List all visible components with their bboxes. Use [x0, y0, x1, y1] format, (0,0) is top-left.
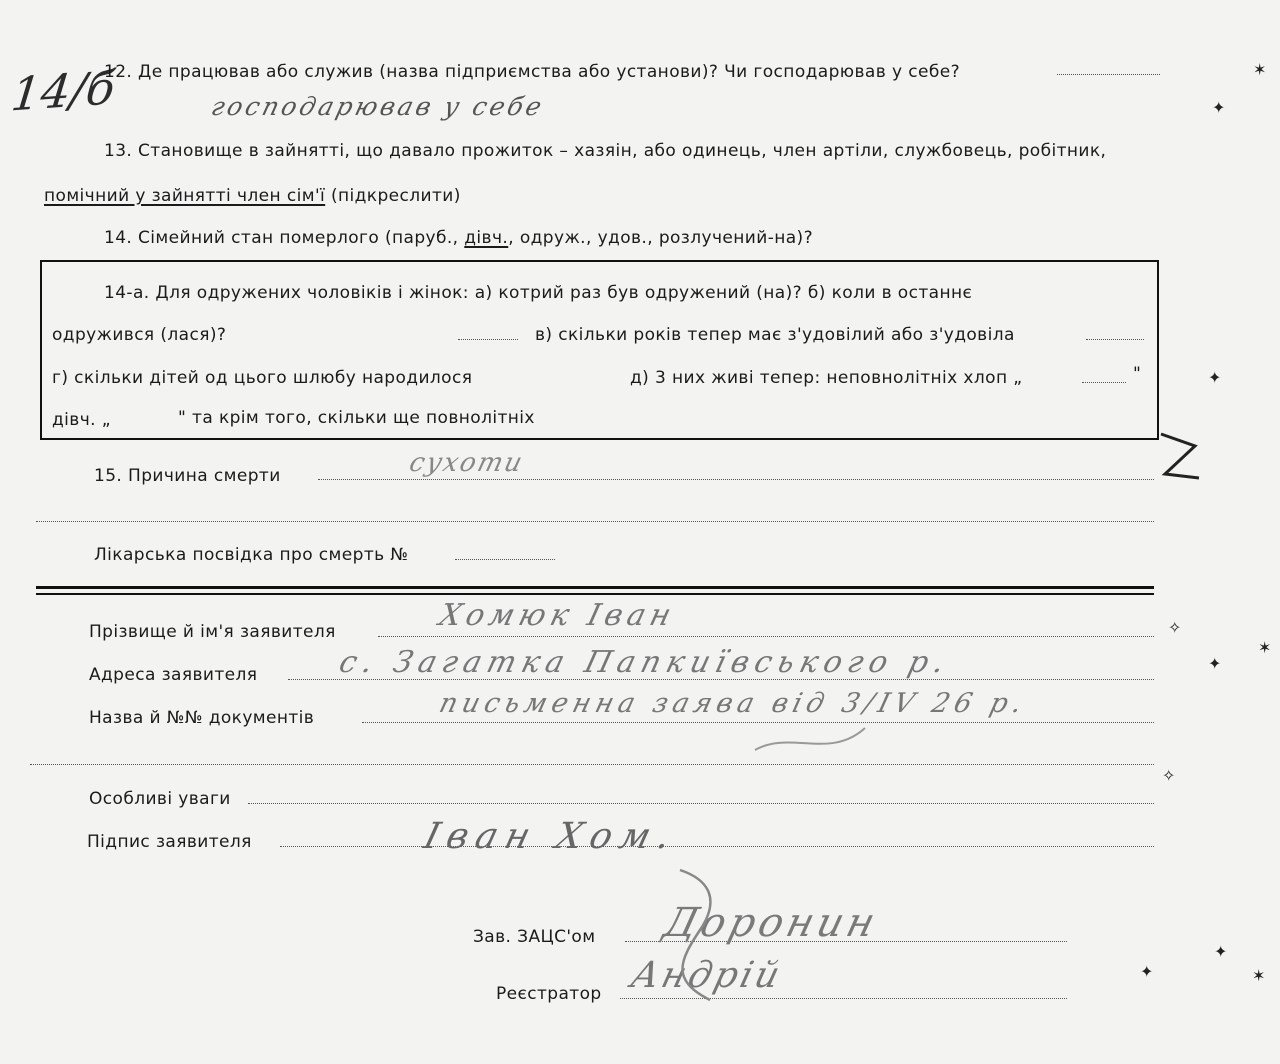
q14a-dots-boys: [1082, 382, 1126, 383]
q13-line1: 13. Становище в зайнятті, що давало прожиток – хазяін, або одинець, член артіли, службовець, робітник,: [104, 141, 1107, 161]
margin-bracket-icon: [1155, 428, 1205, 484]
q14-label: [104, 228, 813, 248]
applicant-signature-dots: [280, 846, 1154, 847]
q15-answer-handwriting: сухоти: [406, 448, 528, 478]
registrar-signature: Андрій: [626, 955, 787, 996]
q14a-line4b: " та крім того, скільки ще повнолітніх: [178, 408, 535, 428]
q15-label: 15. Причина смерти: [94, 466, 281, 486]
q14a-line2a: одружився (лася)?: [52, 325, 227, 345]
q14a-line4a: дівч. „: [52, 410, 111, 430]
q14a-dots-years-widowed: [1086, 339, 1144, 340]
q14a-line3b: д) 3 них живі тепер: неповнолітніх хлоп „: [630, 368, 1023, 388]
q12-dotted-line: [1057, 74, 1160, 75]
binding-mark-icon: ✦: [1208, 368, 1222, 387]
applicant-address-label: Адреса заявителя: [89, 665, 258, 685]
q13-underlined-answer: помічний у зайнятті член сім'ї: [44, 186, 326, 206]
q14a-dots-married-when: [458, 339, 518, 340]
applicant-documents-handwriting: письменна заява від 3/IV 26 р.: [436, 688, 1031, 719]
head-of-registry-label: Зав. ЗАЦС'ом: [473, 927, 596, 947]
applicant-name-label: Прізвище й ім'я заявителя: [89, 622, 336, 642]
special-notes-dots: [248, 803, 1154, 804]
q13-line2: [44, 186, 461, 206]
applicant-signature-label: Підпис заявителя: [87, 832, 252, 852]
q15-second-line: [36, 521, 1154, 522]
applicant-name-dots: [378, 636, 1154, 637]
special-notes-label: Особливі уваги: [89, 789, 231, 809]
q14a-line3c: ": [1133, 364, 1142, 384]
applicant-signature-handwriting: Іван Хом.: [419, 816, 683, 857]
q12-answer-handwriting: господарював у себе: [208, 92, 548, 121]
applicant-name-handwriting: Хомюк Іван: [435, 598, 680, 633]
q12-label: 12. Де працював або служив (назва підприємства або установи)? Чи господарював у себе?: [104, 62, 960, 82]
margin-note-handwriting: 14/б: [8, 60, 118, 122]
q15-dotted-line: [318, 479, 1154, 480]
binding-mark-icon: ✧: [1162, 766, 1176, 785]
q14a-line1: 14-а. Для одружених чоловіків і жінок: а) котрий раз був одружений (на)? б) коли в останнє: [104, 283, 973, 303]
q13-instruction: (підкреслити): [325, 186, 461, 206]
binding-mark-icon: ✦: [1140, 962, 1154, 981]
signature-flourish-icon: [640, 860, 760, 1010]
binding-mark-icon: ✶: [1252, 966, 1266, 985]
q14a-line2b: в) скільки років тепер має з'удовілий або з'удовіла: [535, 325, 1015, 345]
q14a-line3a: г) скільки дітей од цього шлюбу народилося: [52, 368, 473, 388]
binding-mark-icon: ✧: [1168, 618, 1182, 637]
section-divider-top: [36, 586, 1154, 589]
applicant-documents-label: Назва й №№ документів: [89, 708, 315, 728]
binding-mark-icon: ✦: [1208, 654, 1222, 673]
binding-mark-icon: ✦: [1214, 942, 1228, 961]
pencil-stroke-icon: [750, 720, 870, 760]
section-divider-bottom: [36, 593, 1154, 595]
q14-underlined-answer: дівч.: [464, 228, 509, 248]
medical-certificate-label: Лікарська посвідка про смерть №: [94, 545, 409, 565]
q14-suffix: , одруж., удов., розлучений-на)?: [508, 228, 814, 248]
q14-prefix: 14. Сімейний стан померлого (паруб.,: [104, 228, 465, 248]
binding-mark-icon: ✶: [1258, 638, 1272, 657]
head-of-registry-signature: Доронин: [659, 900, 884, 946]
registrar-label: Реєстратор: [496, 984, 602, 1004]
applicant-address-handwriting: с. Загатка Папкиївського р.: [335, 645, 954, 680]
applicant-documents-second-line: [30, 764, 1154, 765]
binding-mark-icon: ✦: [1212, 98, 1226, 117]
binding-mark-icon: ✶: [1253, 60, 1267, 79]
medical-certificate-dots: [455, 559, 555, 560]
